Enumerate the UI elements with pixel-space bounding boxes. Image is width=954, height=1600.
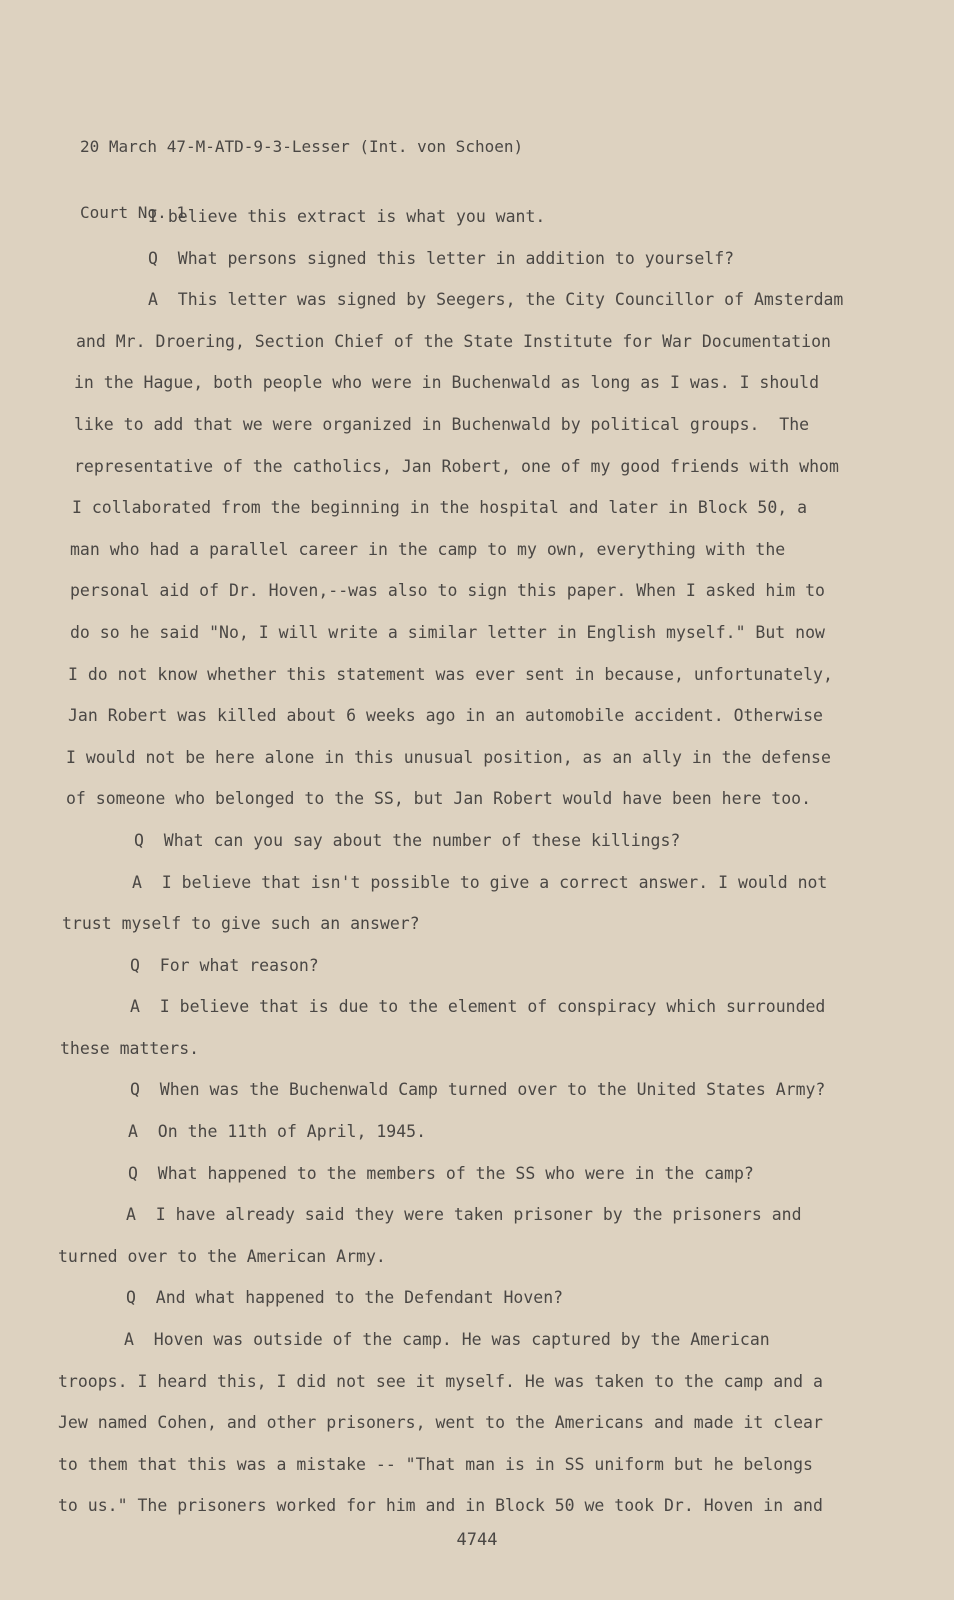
- transcript-line: Jew named Cohen, and other prisoners, went to the Americans and made it clear: [58, 1413, 823, 1433]
- transcript-line: Q What can you say about the number of these killings?: [134, 830, 681, 850]
- transcript-line: turned over to the American Army.: [58, 1246, 386, 1266]
- transcript-line: and Mr. Droering, Section Chief of the State Institute for War Documentation: [76, 331, 831, 351]
- transcript-line: like to add that we were organized in Buchenwald by political groups. The: [74, 414, 810, 434]
- transcript-line: A This letter was signed by Seegers, the City Councillor of Amsterdam: [148, 290, 844, 310]
- transcript-line: troops. I heard this, I did not see it myself. He was taken to the camp and a: [58, 1371, 823, 1391]
- transcript-body: [58, 196, 878, 1527]
- transcript-line: A I believe that is due to the element of conspiracy which surrounded: [130, 997, 826, 1017]
- transcript-line: I believe this extract is what you want.: [148, 207, 546, 226]
- transcript-line: of someone who belonged to the SS, but Jan Robert would have been here too.: [66, 789, 812, 809]
- transcript-line: personal aid of Dr. Hoven,--was also to sign this paper. When I asked him to: [70, 581, 825, 601]
- transcript-line: I collaborated from the beginning in the hospital and later in Block 50, a: [72, 498, 808, 518]
- transcript-line: in the Hague, both people who were in Buchenwald as long as I was. I should: [74, 373, 820, 393]
- transcript-line: to us." The prisoners worked for him and in Block 50 we took Dr. Hoven in and: [58, 1496, 823, 1516]
- header-line-2: Court No. 1: [80, 203, 186, 222]
- transcript-line: Q When was the Buchenwald Camp turned over to the United States Army?: [130, 1080, 826, 1100]
- page-number: 4744: [456, 1530, 498, 1550]
- transcript-line: man who had a parallel career in the camp to my own, everything with the: [70, 539, 786, 559]
- transcript-line: I do not know whether this statement was ever sent in because, unfortunately,: [68, 664, 833, 684]
- transcript-line: Q And what happened to the Defendant Hoven?: [126, 1288, 564, 1308]
- transcript-line: A I believe that isn't possible to give a correct answer. I would not: [132, 872, 828, 892]
- transcript-line: I would not be here alone in this unusual position, as an ally in the defense: [66, 747, 831, 767]
- header-line-1: 20 March 47-M-ATD-9-3-Lesser (Int. von Schoen): [80, 137, 524, 156]
- transcript-line: to them that this was a mistake -- "That man is in SS uniform but he belongs: [58, 1454, 813, 1474]
- transcript-line: Q For what reason?: [130, 955, 319, 975]
- transcript-line: Q What persons signed this letter in addition to yourself?: [148, 248, 735, 268]
- transcript-line: representative of the catholics, Jan Robert, one of my good friends with whom: [74, 456, 839, 476]
- transcript-line: A Hoven was outside of the camp. He was captured by the American: [124, 1330, 770, 1350]
- transcript-line: Jan Robert was killed about 6 weeks ago in an automobile accident. Otherwise: [68, 706, 823, 726]
- transcript-line: Q What happened to the members of the SS who were in the camp?: [128, 1163, 754, 1183]
- transcript-line: do so he said "No, I will write a similar letter in English myself." But now: [70, 622, 825, 642]
- transcript-line: A On the 11th of April, 1945.: [128, 1122, 427, 1142]
- transcript-line: A I have already said they were taken prisoner by the prisoners and: [126, 1205, 802, 1225]
- transcript-line: trust myself to give such an answer?: [62, 914, 420, 934]
- transcript-line: these matters.: [60, 1038, 200, 1058]
